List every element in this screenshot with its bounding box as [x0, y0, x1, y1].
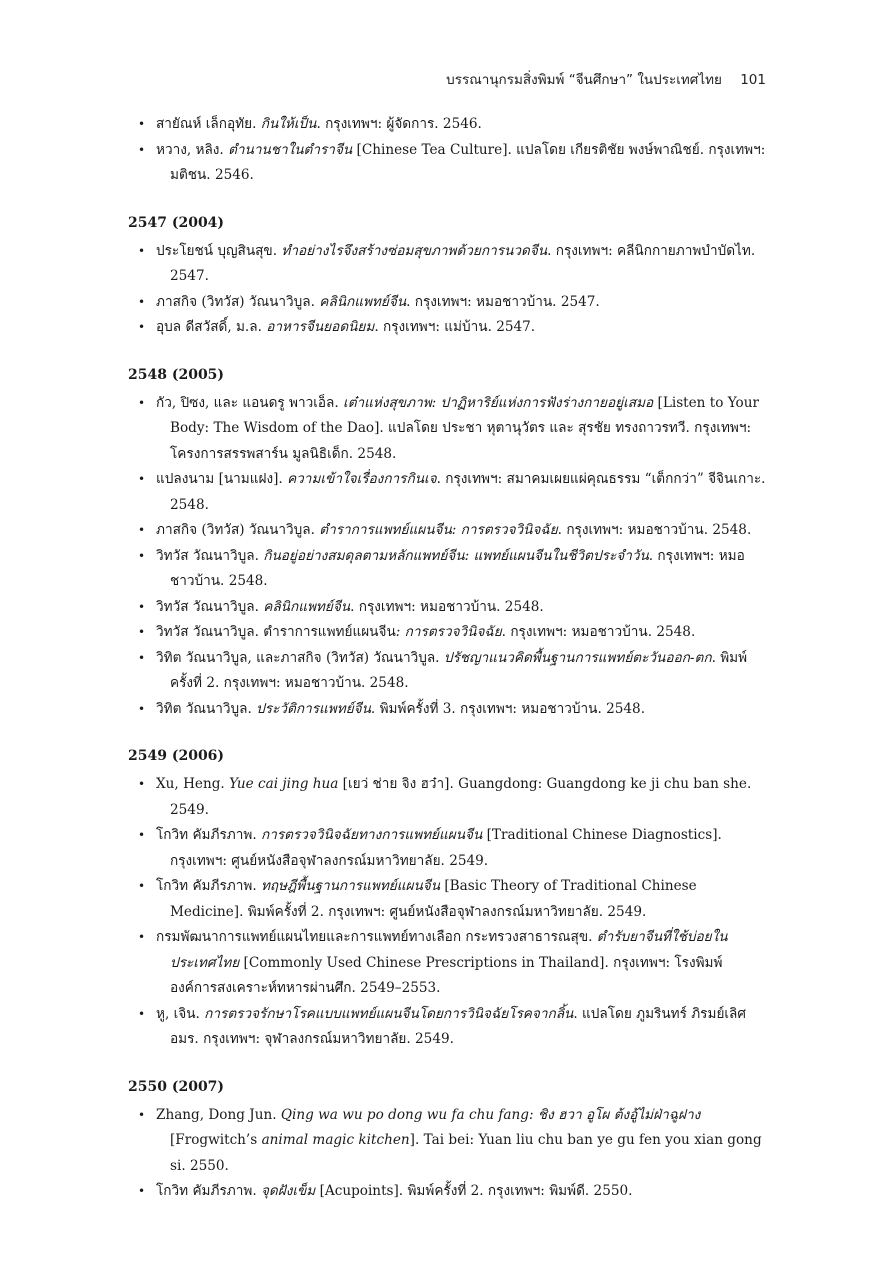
- entry-title-italic: การตรวจรักษาโรคแบบแพทย์แผนจีนโดยการวินิจฉัยโรคจากลิ้น: [204, 1005, 574, 1022]
- entry-title-italic: Qing wa wu po dong wu fa chu fang: ชิง ฮวา อูโผ ต้งอู้ไม่ฝ่าฉูฝาง: [280, 1106, 701, 1123]
- running-title: บรรณานุกรมสิ่งพิมพ์ “จีนศึกษา” ในประเทศไทย: [446, 72, 722, 88]
- entry-title-italic: ตำนานชาในตำราจีน: [228, 141, 353, 158]
- bullet-icon: •: [138, 625, 146, 639]
- entry-text: [Traditional Chinese Diagnostics]. กรุงเทพฯ: ศูนย์หนังสือจุฬาลงกรณ์มหาวิทยาลัย. 2549.: [170, 827, 722, 869]
- entry-text: . กรุงเทพฯ: แม่บ้าน. 2547.: [374, 319, 536, 335]
- entry-text: . พิมพ์ครั้งที่ 2. กรุงเทพฯ: หมอชาวบ้าน. 2548.: [170, 649, 748, 691]
- entry-list: [128, 1103, 768, 1205]
- bibliography-entry: [128, 772, 768, 823]
- entry-title-italic: ทฤษฎีพื้นฐานการแพทย์แผนจีน: [260, 878, 441, 894]
- year-sections: [128, 215, 768, 1205]
- bibliography-entry: [128, 544, 768, 595]
- entry-text: Xu, Heng.: [156, 776, 230, 792]
- entry-text: . กรุงเทพฯ: หมอชาวบ้าน. 2548.: [170, 547, 745, 589]
- bibliography-entry: [128, 620, 768, 646]
- bibliography-entry: [128, 1103, 768, 1180]
- entry-text: [Basic Theory of Traditional Chinese Medicine]. พิมพ์ครั้งที่ 2. กรุงเทพฯ: ศูนย์หนังสือจุฬาลงกรณ์มหาวิทยาลัย. 2549.: [170, 878, 697, 920]
- bibliography-entry: [128, 697, 768, 723]
- entry-text: [Acupoints]. พิมพ์ครั้งที่ 2. กรุงเทพฯ: พิมพ์ดี. 2550.: [315, 1183, 633, 1199]
- bullet-icon: •: [138, 930, 146, 944]
- entry-title-italic: อาหารจีนยอดนิยม: [266, 319, 375, 335]
- bullet-icon: •: [138, 599, 146, 614]
- entry-text: [Commonly Used Chinese Prescriptions in Thailand]. กรุงเทพฯ: โรงพิมพ์องค์การสงเคราะห์ทหารผ่านศึก. 2549–2553.: [170, 954, 723, 996]
- bullet-icon: •: [138, 650, 146, 665]
- entry-text: [Frogwitch’s: [170, 1132, 262, 1148]
- entry-title-italic: ความเข้าใจเรื่องการกินเจ: [287, 471, 437, 487]
- entry-title-italic: : การตรวจวินิจฉัย: [395, 624, 502, 640]
- bibliography-entry: [128, 315, 768, 341]
- bibliography-entry: [128, 595, 768, 621]
- entry-text: . พิมพ์ครั้งที่ 3. กรุงเทพฯ: หมอชาวบ้าน. 2548.: [370, 700, 646, 717]
- bibliography-body: [128, 112, 768, 1225]
- section-year-heading: 2548 (2005): [128, 366, 225, 383]
- bullet-icon: •: [138, 1107, 146, 1122]
- entry-title-italic: ตำราการแพทย์แผนจีน: การตรวจวินิจฉัย: [319, 522, 558, 538]
- bullet-icon: •: [138, 548, 146, 563]
- entry-text: อุบล ดีสวัสดิ์, ม.ล.: [156, 319, 267, 335]
- entry-text: Zhang, Dong Jun.: [156, 1106, 281, 1123]
- entry-title-italic: ตำรับยาจีนที่ใช้บ่อยในประเทศไทย: [170, 929, 728, 971]
- entry-list: [128, 391, 768, 723]
- bullet-icon: •: [138, 142, 146, 157]
- entry-text: ประโยชน์ บุญสินสุข.: [156, 242, 282, 259]
- bibliography-entry: [128, 467, 768, 518]
- entry-text: แปลงนาม [นามแฝง].: [156, 471, 288, 487]
- entry-text: . กรุงเทพฯ: หมอชาวบ้าน. 2548.: [557, 522, 752, 538]
- entry-title-italic: จุดฝังเข็ม: [260, 1183, 316, 1199]
- bibliography-entry: [128, 646, 768, 697]
- bullet-icon: •: [138, 117, 146, 131]
- entry-text: วิทวัส วัณนาวิบูล.: [156, 547, 264, 564]
- entry-title-italic: animal magic kitchen: [261, 1132, 410, 1148]
- bullet-icon: •: [138, 701, 146, 716]
- entry-text: โกวิท คัมภีรภาพ.: [156, 1183, 261, 1199]
- entry-text: โกวิท คัมภีรภาพ.: [156, 827, 261, 843]
- entry-text: วิทวัส วัณนาวิบูล. ตำราการแพทย์แผนจีน: [156, 624, 396, 640]
- entry-text: ภาสกิจ (วิทวัส) วัณนาวิบูล.: [156, 293, 320, 310]
- bullet-icon: •: [138, 395, 146, 410]
- entry-text: หู, เจิน.: [156, 1005, 205, 1022]
- bibliography-entry: [128, 518, 768, 544]
- bibliography-entry: [128, 391, 768, 468]
- entry-text: วิทิต วัณนาวิบูล.: [156, 700, 257, 717]
- entry-list: [128, 772, 768, 1053]
- year-section: [128, 215, 768, 341]
- section-year-heading: 2547 (2004): [128, 214, 225, 231]
- bibliography-entry: [128, 290, 768, 316]
- bullet-icon: •: [138, 879, 146, 893]
- entry-text: ]. Tai bei: Yuan liu chu ban ye gu fen you xian gong si. 2550.: [170, 1132, 762, 1174]
- bullet-icon: •: [138, 828, 146, 842]
- bullet-icon: •: [138, 320, 146, 334]
- bibliography-entry: [128, 823, 768, 874]
- bullet-icon: •: [138, 523, 146, 537]
- bullet-icon: •: [138, 243, 146, 258]
- entry-title-italic: ประวัติการแพทย์จีน: [256, 700, 371, 717]
- entry-text: . กรุงเทพฯ: หมอชาวบ้าน. 2548.: [350, 598, 544, 615]
- entry-text: กรมพัฒนาการแพทย์แผนไทยและการแพทย์ทางเลือก กระทรวงสาธารณสุข.: [156, 929, 597, 945]
- entry-title-italic: ทำอย่างไรจึงสร้างซ่อมสุขภาพด้วยการนวดจีน: [281, 242, 548, 259]
- entry-title-italic: คลินิกแพทย์จีน: [319, 293, 407, 310]
- bullet-icon: •: [138, 1006, 146, 1021]
- entry-title-italic: กินให้เป็น: [260, 116, 317, 132]
- entry-text: . กรุงเทพฯ: ผู้จัดการ. 2546.: [316, 116, 482, 132]
- entry-title-italic: Yue cai jing hua: [229, 776, 339, 792]
- entry-text: . กรุงเทพฯ: สมาคมเผยแผ่คุณธรรม “เต็กกว่า” จีจินเกาะ. 2548.: [170, 471, 766, 513]
- intro-entry-list: [128, 112, 768, 189]
- entry-text: ภาสกิจ (วิทวัส) วัณนาวิบูล.: [156, 522, 320, 538]
- bullet-icon: •: [138, 294, 146, 309]
- year-section: [128, 367, 768, 723]
- entry-title-italic: การตรวจวินิจฉัยทางการแพทย์แผนจีน: [260, 827, 483, 843]
- bibliography-entry: [128, 925, 768, 1002]
- entry-text: สายัณห์ เล็กอุทัย.: [156, 116, 261, 132]
- bullet-icon: •: [138, 777, 146, 791]
- section-year-heading: 2549 (2006): [128, 748, 225, 764]
- entry-title-italic: คลินิกแพทย์จีน: [263, 598, 351, 615]
- year-section: [128, 748, 768, 1053]
- section-year-heading: 2550 (2007): [128, 1078, 225, 1095]
- entry-text: . กรุงเทพฯ: คลีนิกกายภาพบำบัดไท. 2547.: [170, 242, 756, 284]
- year-section: [128, 1079, 768, 1205]
- entry-title-italic: เต๋าแห่งสุขภาพ: ปาฏิหาริย์แห่งการฟังร่างกายอยู่เสมอ: [343, 394, 654, 411]
- running-header: [126, 68, 766, 90]
- entry-text: . แปลโดย ภูมรินทร์ ภิรมย์เลิศอมร. กรุงเทพฯ: จุฬาลงกรณ์มหาวิทยาลัย. 2549.: [170, 1005, 747, 1047]
- entry-text: กัว, ปิซง, และ แอนดรู พาวเอ็ล.: [156, 394, 344, 411]
- entry-text: [Listen to Your Body: The Wisdom of the Dao]. แปลโดย ประชา หุตานุวัตร และ สุรชัย ทรงถาวรทวี. กรุงเทพฯ: โครงการสรรพสาร์น มูลนิธิเด็ก. 2548.: [170, 394, 759, 462]
- bullet-icon: •: [138, 1184, 146, 1198]
- bibliography-entry: [128, 239, 768, 290]
- entry-text: [Chinese Tea Culture]. แปลโดย เกียรติชัย พงษ์พาณิชย์. กรุงเทพฯ: มติชน. 2546.: [170, 141, 766, 183]
- entry-text: หวาง, หลิง.: [156, 141, 229, 158]
- entry-text: [เยว่ ช่าย จิง ฮว๋า]. Guangdong: Guangdong ke ji chu ban she. 2549.: [170, 776, 752, 818]
- bibliography-entry: [128, 1002, 768, 1053]
- entry-text: โกวิท คัมภีรภาพ.: [156, 878, 261, 894]
- entry-title-italic: กินอยู่อย่างสมดุลตามหลักแพทย์จีน: แพทย์แผนจีนในชีวิตประจำวัน: [263, 547, 649, 564]
- bibliography-entry: [128, 1179, 768, 1205]
- entry-text: วิทิต วัณนาวิบูล, และภาสกิจ (วิทวัส) วัณนาวิบูล.: [156, 649, 444, 666]
- entry-text: . กรุงเทพฯ: หมอชาวบ้าน. 2548.: [501, 624, 696, 640]
- bullet-icon: •: [138, 472, 146, 486]
- bibliography-entry: [128, 112, 768, 138]
- bibliography-entry: [128, 138, 768, 189]
- bibliography-entry: [128, 874, 768, 925]
- page-number: 101: [740, 72, 766, 88]
- entry-title-italic: ปรัชญาแนวคิดพื้นฐานการแพทย์ตะวันออก-ตก: [443, 649, 712, 666]
- entry-list: [128, 239, 768, 341]
- entry-text: . กรุงเทพฯ: หมอชาวบ้าน. 2547.: [406, 293, 600, 310]
- entry-text: วิทวัส วัณนาวิบูล.: [156, 598, 264, 615]
